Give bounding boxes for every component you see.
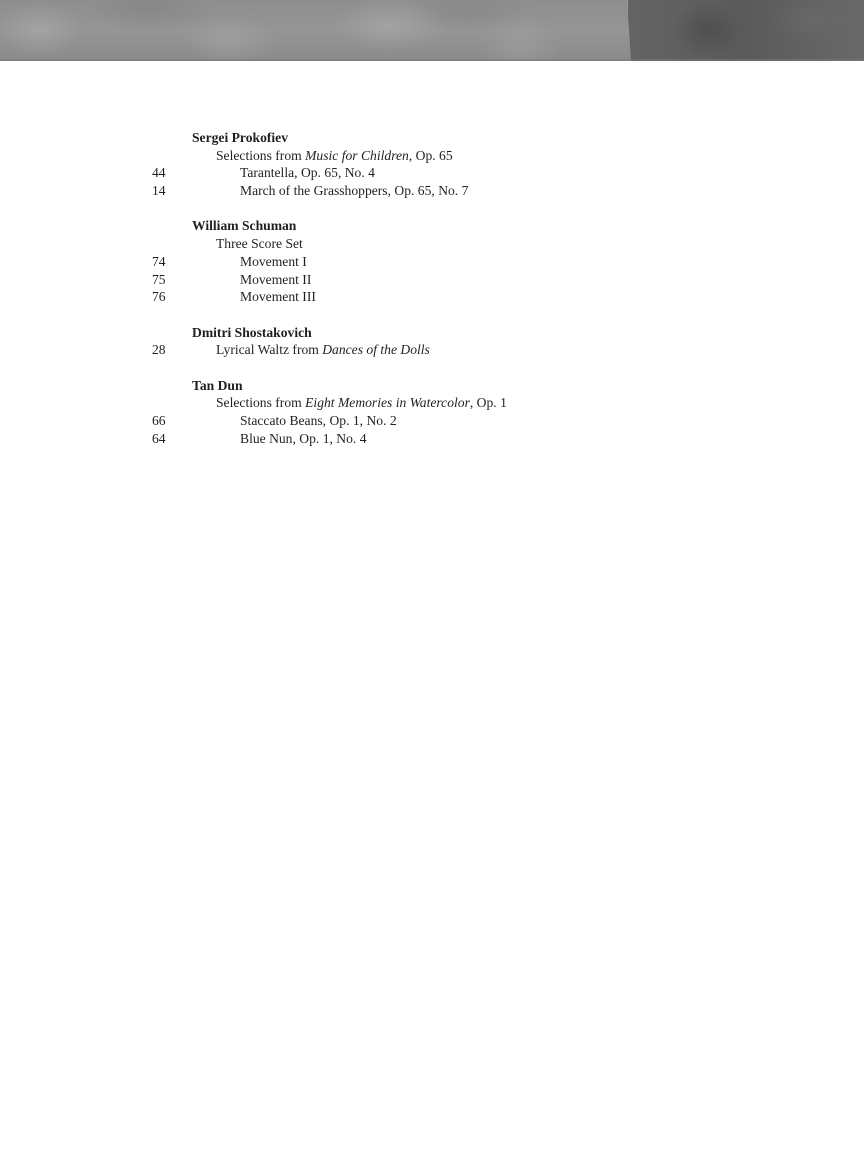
composer-heading (0, 377, 864, 395)
section-spacer (0, 359, 864, 377)
set-title-suffix: , Op. 1 (469, 395, 507, 411)
composer-name: Sergei Prokofiev (192, 130, 289, 145)
piece-title: Staccato Beans, Op. 1, No. 2 (240, 413, 397, 428)
composer-heading (0, 129, 864, 147)
header-banner (0, 0, 864, 61)
section-spacer (0, 306, 864, 324)
set-title-prefix: Selections from (216, 395, 306, 411)
page-number: 75 (152, 271, 166, 287)
toc-entry[interactable] (0, 288, 864, 306)
piece-title: March of the Grasshoppers, Op. 65, No. 7 (240, 183, 469, 199)
page-number: 74 (152, 253, 166, 269)
section-spacer (0, 200, 864, 218)
piece-title: Movement I (240, 253, 307, 269)
header-banner-dark-panel (627, 0, 864, 61)
toc-entry[interactable] (0, 253, 864, 271)
set-title-italic: Eight Memories in Watercolor (305, 395, 470, 411)
piece-title-prefix: Lyrical Waltz from (216, 342, 323, 358)
set-title-prefix: Selections from (216, 147, 306, 163)
set-title: Three Score Set (216, 236, 303, 252)
set-title-suffix: , Op. 65 (408, 147, 453, 163)
toc-entry[interactable] (0, 430, 864, 448)
set-heading (0, 394, 864, 412)
page-number: 44 (152, 165, 166, 181)
piece-title: Blue Nun, Op. 1, No. 4 (240, 430, 367, 446)
piece-title-italic: Dances of the Dolls (322, 342, 430, 358)
toc-entry[interactable] (0, 341, 864, 359)
page-number: 64 (152, 430, 166, 446)
toc-entry[interactable] (0, 271, 864, 289)
set-title (216, 147, 453, 165)
piece-title: Movement II (240, 271, 312, 287)
set-title (216, 394, 507, 412)
set-heading (0, 147, 864, 165)
toc-entry[interactable] (0, 412, 864, 430)
page-number: 28 (152, 342, 166, 358)
composer-name: William Schuman (192, 218, 297, 234)
toc-entry[interactable] (0, 182, 864, 200)
table-of-contents (0, 129, 864, 447)
composer-heading (0, 324, 864, 342)
piece-title (216, 341, 430, 359)
composer-name: Dmitri Shostakovich (192, 324, 312, 340)
page-number: 76 (152, 289, 166, 305)
piece-title: Movement III (240, 289, 316, 305)
page-number: 14 (152, 183, 166, 199)
header-banner-edge (0, 59, 864, 61)
set-heading (0, 235, 864, 253)
set-title-italic: Music for Children (305, 147, 409, 163)
page-number: 66 (152, 413, 166, 428)
toc-entry[interactable] (0, 164, 864, 182)
composer-name: Tan Dun (192, 377, 243, 393)
composer-heading (0, 217, 864, 235)
piece-title: Tarantella, Op. 65, No. 4 (240, 165, 375, 181)
